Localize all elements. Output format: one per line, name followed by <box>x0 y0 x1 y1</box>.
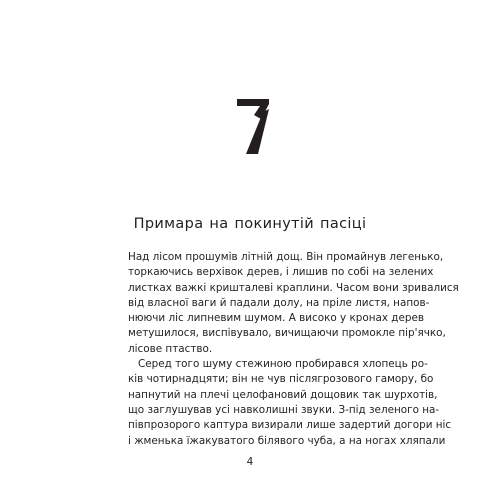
text-line: від власної ваги й падали долу, на пріле листя, напов- <box>128 296 430 309</box>
text-line: півпрозорого каптура визирали лише задертий догори ніс <box>128 419 452 432</box>
chapter-numeral-1 <box>236 98 270 154</box>
text-line: метушилося, виспівувало, вичищаючи промокле пір'ячко, <box>128 327 446 340</box>
text-line: Над лісом прошумів літній дощ. Він промайнув легенько, <box>128 251 444 263</box>
page-number: 4 <box>246 456 254 468</box>
text-line: лісове птаство. <box>128 342 213 355</box>
text-line: нюючи ліс липневим шумом. А високо у кронах дерев <box>128 312 424 325</box>
text-line: ків чотирнадцяти; він не чув післягрозового гамору, бо <box>128 373 434 386</box>
chapter-body-text <box>128 250 459 464</box>
text-line: напнутий на плечі целофановий дощовик так шурхотів, <box>128 388 438 401</box>
chapter-title: Примара на покинутій пасіці <box>133 216 367 232</box>
text-line: і жменька їжакуватого білявого чуба, а на ногах хляпали <box>128 434 446 447</box>
text-line: торкаючись верхівок дерев, і лишив по собі на зелених <box>128 266 434 279</box>
text-line: що заглушував усі навколишні звуки. З-під зеленого на- <box>128 403 440 416</box>
text-line: листках важкі кришталеві краплини. Часом вони зривалися <box>128 281 459 294</box>
text-line: Серед того шуму стежиною пробирався хлопець ро- <box>138 358 428 371</box>
